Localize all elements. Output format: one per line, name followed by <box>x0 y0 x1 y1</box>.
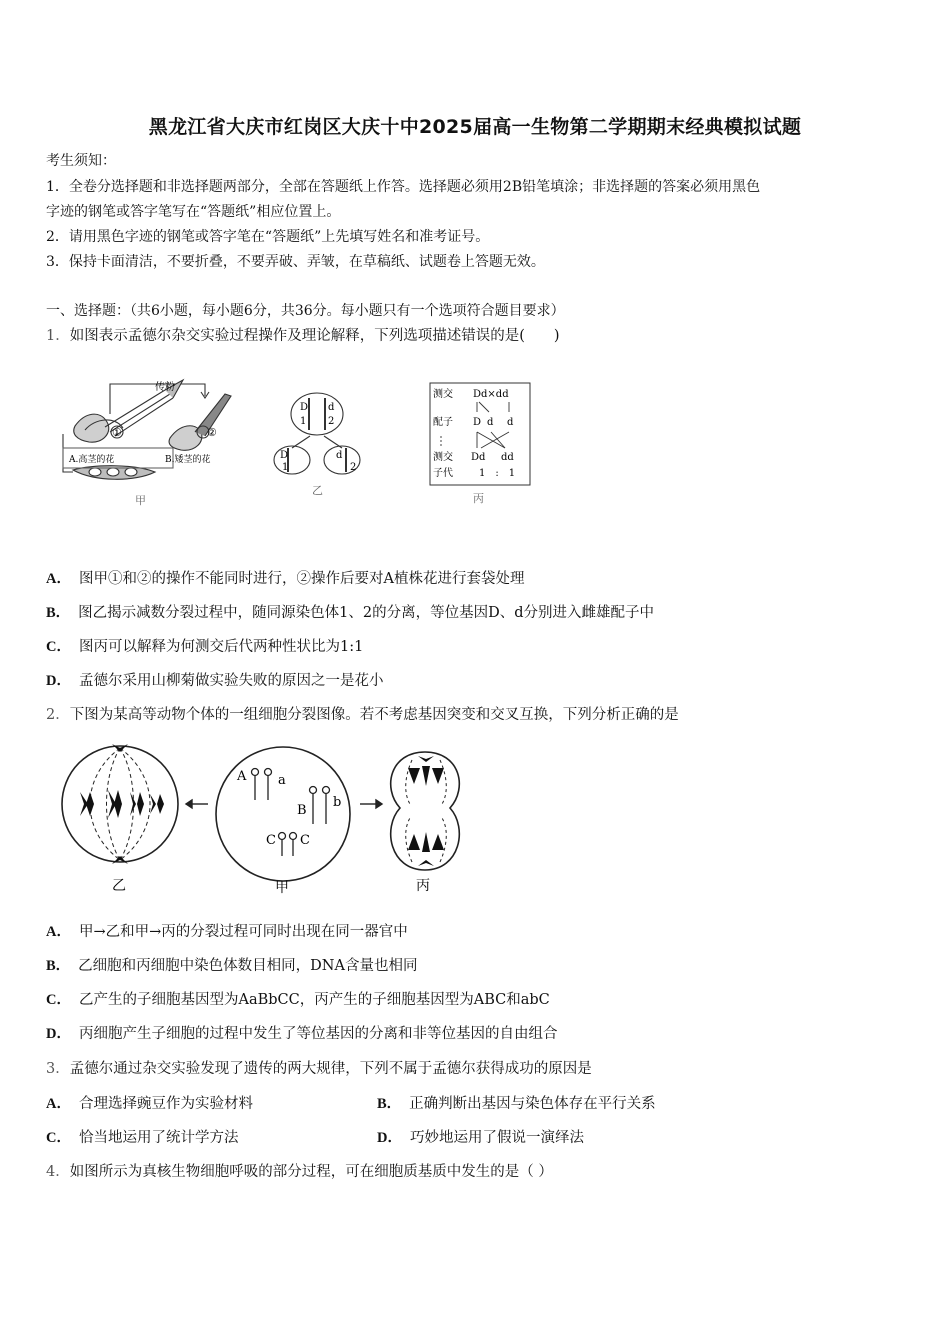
gene-C1: C <box>266 833 276 848</box>
question-number: 1． <box>46 328 70 344</box>
figure-cell-division <box>60 738 480 896</box>
section-heading: 一、选择题：（共6小题，每小题6分，共36分。每小题只有一个选项符合题目要求） <box>46 303 565 319</box>
label-2: 2 <box>328 416 335 427</box>
q2-option-a[interactable] <box>46 923 408 941</box>
figure-jia <box>55 372 240 507</box>
label-chuanfen: 传粉 <box>155 382 175 393</box>
q1-option-a[interactable] <box>46 570 524 588</box>
question-text: 如图表示孟德尔杂交实验过程操作及理论解释，下列选项描述错误的是( ) <box>69 328 560 344</box>
q3-option-b[interactable] <box>377 1095 656 1113</box>
question-2 <box>46 706 679 724</box>
exam-title: 黑龙江省大庆市红岗区大庆十中2025届高一生物第二学期期末经典模拟试题 <box>148 116 802 138</box>
notice-item-3: 3．保持卡面清洁，不要折叠，不要弄破、弄皱，在草稿纸、试题卷上答题无效。 <box>46 254 545 270</box>
option-letter: A． <box>46 1096 71 1112</box>
option-text: 正确判断出基因与染色体存在平行关系 <box>409 1096 656 1112</box>
option-text: 恰当地运用了统计学方法 <box>78 1130 239 1146</box>
question-number: 3． <box>46 1061 70 1077</box>
question-number: 2． <box>46 707 70 723</box>
label-cross: Dd×dd <box>473 389 509 400</box>
q1-option-d[interactable] <box>46 672 383 690</box>
option-letter: D． <box>46 673 71 689</box>
figure-label-yi: 乙 <box>312 484 323 497</box>
q3-option-c[interactable] <box>46 1129 238 1147</box>
option-text: 丙细胞产生子细胞的过程中发生了等位基因的分离和非等位基因的自由组合 <box>78 1026 558 1042</box>
option-letter: A． <box>46 924 71 940</box>
label-peizi: 配子 <box>433 417 453 428</box>
notice-item-1-cont: 字迹的钢笔或答字笔写在“答题纸”相应位置上。 <box>46 204 341 220</box>
label-D: D <box>300 402 309 413</box>
q2-option-c[interactable] <box>46 991 550 1009</box>
label-m1: ① <box>112 426 122 439</box>
option-letter: D． <box>377 1130 402 1146</box>
option-letter: B． <box>46 958 71 974</box>
option-letter: C． <box>46 992 71 1008</box>
cell-label-bing: 丙 <box>416 878 430 894</box>
figure-yi <box>270 388 370 498</box>
q2-option-b[interactable] <box>46 957 417 975</box>
cell-label-jia: 甲 <box>275 880 289 896</box>
option-text: 甲→乙和甲→丙的分裂过程可同时出现在同一器官中 <box>78 924 408 940</box>
label-d: d <box>328 402 335 413</box>
label-offspring-dd: dd <box>501 452 514 463</box>
option-text: 乙细胞和丙细胞中染色体数目相同，DNA含量也相同 <box>78 958 418 974</box>
gene-B: B <box>297 803 307 818</box>
label-D-child: D <box>280 450 289 461</box>
option-letter: A． <box>46 571 71 587</box>
gene-A: A <box>237 769 247 784</box>
question-text: 如图所示为真核生物细胞呼吸的部分过程，可在细胞质基质中发生的是（ ） <box>69 1164 553 1180</box>
gene-b: b <box>333 795 342 810</box>
q3-option-d[interactable] <box>377 1129 584 1147</box>
label-d-child: d <box>336 450 343 461</box>
label-ratio: 1 : 1 <box>479 468 516 479</box>
label-offspring-Dd: Dd <box>471 452 486 463</box>
figure-label-jia: 甲 <box>135 494 146 507</box>
option-text: 图丙可以解释为何测交后代两种性状比为1:1 <box>78 639 364 655</box>
q3-option-a[interactable] <box>46 1095 253 1113</box>
q1-option-c[interactable] <box>46 638 363 656</box>
question-1 <box>46 327 560 345</box>
figure-bing <box>405 380 535 505</box>
question-number: 4． <box>46 1164 70 1180</box>
question-text: 孟德尔通过杂交实验发现了遗传的两大规律，下列不属于孟德尔获得成功的原因是 <box>69 1061 592 1077</box>
notice-item-2: 2．请用黑色字迹的钢笔或答字笔在“答题纸”上先填写姓名和准考证号。 <box>46 229 490 245</box>
figure-label-bing: 丙 <box>473 492 484 505</box>
option-letter: C． <box>46 1130 71 1146</box>
question-text: 下图为某高等动物个体的一组细胞分裂图像。若不考虑基因突变和交叉互换，下列分析正确的是 <box>69 707 679 723</box>
option-letter: D． <box>46 1026 71 1042</box>
question-3 <box>46 1060 592 1078</box>
question-4 <box>46 1163 553 1181</box>
notice-heading: 考生须知： <box>46 153 116 169</box>
gene-C2: C <box>300 833 310 848</box>
label-a-flower: A.高茎的花 <box>69 455 115 465</box>
option-letter: B． <box>377 1096 402 1112</box>
label-cejiao-2: 测交 <box>433 452 453 463</box>
label-cejiao: 测交 <box>433 389 453 400</box>
notice-item-1: 1．全卷分选择题和非选择题两部分，全部在答题纸上作答。选择题必须用2B铅笔填涂；非选择题的答案必须用黑色 <box>46 179 761 195</box>
cell-label-yi: 乙 <box>112 878 126 894</box>
option-text: 巧妙地运用了假说一演绎法 <box>409 1130 584 1146</box>
option-text: 图乙揭示减数分裂过程中，随同源染色体1、2的分离，等位基因D、d分别进入雌雄配子中 <box>78 605 655 621</box>
label-2-child: 2 <box>350 462 357 473</box>
label-b-flower: B.矮茎的花 <box>165 455 211 465</box>
label-m2: ② <box>207 426 217 439</box>
label-1-child: 1 <box>282 462 289 473</box>
option-text: 乙产生的子细胞基因型为AaBbCC，丙产生的子细胞基因型为ABC和abC <box>78 992 550 1008</box>
option-text: 合理选择豌豆作为实验材料 <box>78 1096 253 1112</box>
gene-a: a <box>278 773 286 788</box>
option-text: 孟德尔采用山柳菊做实验失败的原因之一是花小 <box>78 673 384 689</box>
q1-option-b[interactable] <box>46 604 654 622</box>
label-gamete-D: D <box>473 417 482 428</box>
label-gamete-d1: d <box>487 417 494 428</box>
option-letter: B． <box>46 605 71 621</box>
q2-option-d[interactable] <box>46 1025 557 1043</box>
option-letter: C． <box>46 639 71 655</box>
label-1: 1 <box>300 416 307 427</box>
label-gamete-d2: d <box>507 417 514 428</box>
option-text: 图甲①和②的操作不能同时进行，②操作后要对A植株花进行套袋处理 <box>78 571 525 587</box>
label-zidai: 子代 <box>433 468 453 479</box>
